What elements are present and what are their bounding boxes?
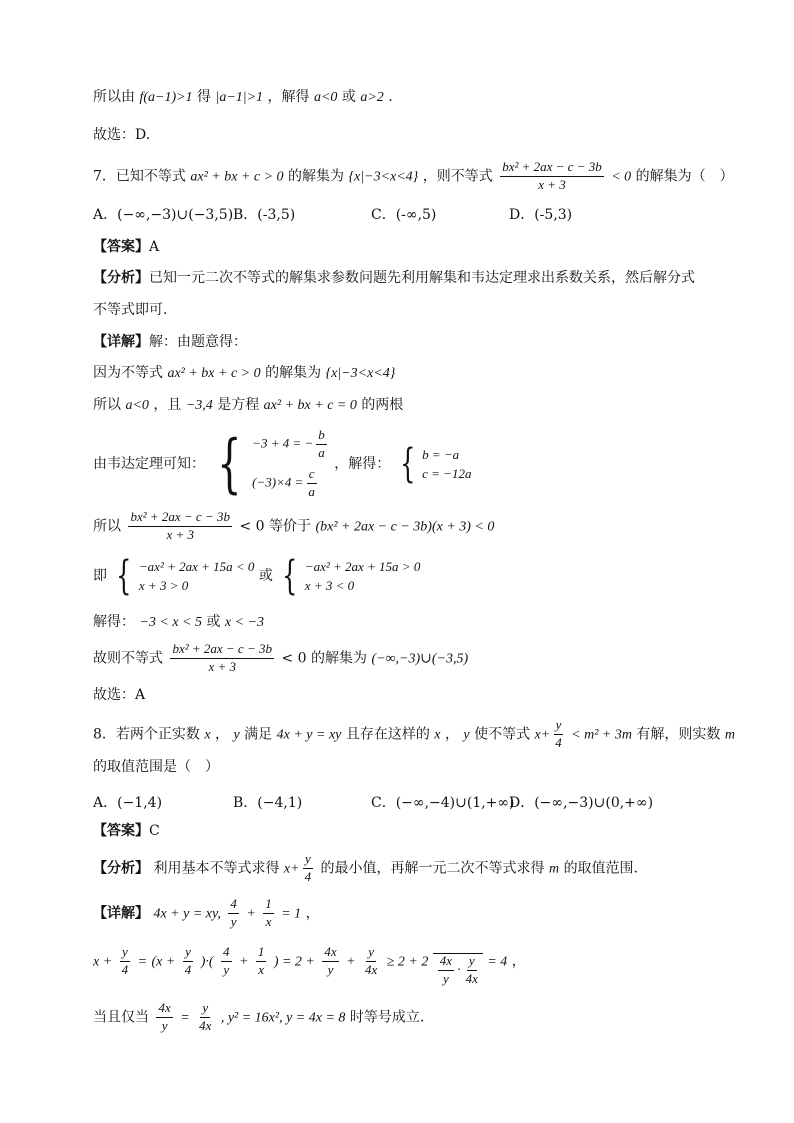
formula: x+ — [534, 727, 551, 743]
numerator: 1 — [256, 945, 267, 962]
formula: = — [180, 1010, 190, 1026]
formula: x < −3 — [224, 615, 265, 630]
fraction — [263, 897, 274, 930]
answer-label: 【答案】 — [93, 239, 149, 255]
formula: c = −12a — [422, 465, 472, 481]
text: 即 — [93, 568, 107, 584]
denominator: x + 3 — [166, 526, 194, 542]
case-system-1 — [111, 553, 255, 599]
formula: + — [246, 906, 256, 922]
fraction — [306, 467, 317, 500]
denominator: 4 — [184, 961, 192, 977]
fraction — [464, 954, 480, 987]
prev-choice-line: 故选：D. — [93, 127, 151, 143]
numerator: bx² + 2ax − c − 3b — [170, 642, 274, 659]
formula: −ax² + 2ax + 15a < 0 — [138, 559, 255, 574]
text: . — [388, 89, 393, 105]
formula: ax² + bx + c = 0 — [263, 398, 357, 413]
text: 是方程 — [217, 397, 260, 413]
brace: { — [116, 553, 132, 599]
answer-8 — [93, 824, 160, 838]
option-c: C．(−∞,−4)∪(1,+∞) — [371, 795, 515, 811]
text: < 0 等价于 — [239, 518, 311, 535]
analysis-label: 【分析】 — [93, 270, 149, 286]
numerator: 4x — [322, 945, 338, 962]
question-8-stem — [93, 718, 735, 751]
analysis-label: 【分析】 — [93, 860, 149, 877]
fraction — [256, 945, 267, 978]
text: 由韦达定理可知： — [93, 455, 205, 472]
fraction — [170, 642, 274, 675]
fraction — [500, 160, 604, 193]
text: ，则不等式 — [422, 168, 493, 185]
formula: )·( — [200, 954, 214, 970]
analysis-7 — [93, 271, 695, 285]
system-rows — [305, 560, 421, 592]
denominator: x — [258, 961, 264, 977]
formula: a<0 — [313, 90, 338, 105]
numerator: y — [200, 1001, 210, 1018]
solution-system — [395, 440, 472, 487]
detail-7-result — [93, 642, 468, 675]
text: 使不等式 — [474, 726, 531, 743]
text: 有解，则实数 — [636, 726, 721, 743]
numerator: 4x — [156, 1001, 172, 1018]
text: 且存在这样的 — [345, 726, 430, 743]
numerator: 4x — [438, 954, 454, 971]
text: < 0 的解集为 — [281, 650, 367, 667]
option-b: B．(-3,5) — [233, 207, 296, 223]
system-rows — [139, 560, 255, 592]
system-row — [252, 428, 330, 461]
denominator: y — [223, 961, 230, 977]
text: ， — [511, 953, 526, 970]
formula: < 0 — [611, 169, 632, 185]
formula: x+ — [283, 861, 300, 877]
formula: · — [457, 962, 461, 978]
denominator: 4x — [364, 961, 378, 977]
formula: b = −a — [422, 446, 460, 462]
text: 所以 — [93, 518, 121, 535]
formula: = 4 — [487, 954, 508, 970]
text: 得 — [197, 89, 212, 105]
formula: ax² + bx + c > 0 — [190, 169, 284, 185]
formula: −3 + 4 = − — [252, 435, 314, 451]
option-a: A．(−1,4) — [93, 795, 163, 811]
numerator: b — [316, 428, 327, 445]
formula: (x + — [151, 954, 176, 970]
formula: −3 < x < 5 — [139, 615, 203, 630]
detail-7-head — [93, 335, 247, 349]
formula: −3,4 — [185, 398, 213, 413]
text: 7．已知不等式 — [93, 168, 186, 185]
text: 利用基本不等式求得 — [153, 860, 280, 877]
analysis-8 — [93, 852, 638, 885]
detail-8-inequality — [93, 945, 526, 987]
numerator: 1 — [263, 897, 274, 914]
fraction — [156, 1001, 172, 1034]
formula: −ax² + 2ax + 15a > 0 — [304, 559, 421, 574]
denominator: 4x — [199, 1017, 212, 1033]
denominator: a — [308, 483, 315, 499]
detail-7-vieta — [93, 428, 471, 500]
fraction — [183, 945, 194, 978]
detail-label: 【详解】 — [93, 334, 149, 350]
text: 的解集为 — [288, 168, 345, 185]
detail-7-cases — [93, 553, 421, 599]
text: 所以 — [93, 397, 121, 413]
numerator: y — [554, 718, 564, 735]
numerator: y — [366, 945, 376, 962]
denominator: a — [318, 444, 325, 460]
text: 解：由题意得： — [149, 334, 247, 350]
denominator: x + 3 — [208, 658, 236, 674]
formula: a<0 — [125, 398, 149, 413]
fraction — [553, 718, 564, 751]
formula: {x|−3<x<4} — [325, 366, 396, 381]
numerator: bx² + 2ax − c − 3b — [500, 160, 604, 177]
detail-7-solve — [93, 615, 264, 630]
formula: |a−1|>1 — [215, 90, 264, 105]
text: 或 — [258, 568, 273, 584]
text: ，解得： — [334, 455, 391, 472]
numerator: y — [183, 945, 193, 962]
fraction — [120, 945, 131, 978]
answer-value: A — [149, 239, 160, 255]
detail-8-equality — [93, 1001, 424, 1034]
text: 的解集为 — [265, 365, 322, 381]
option-b: B．(−4,1) — [233, 795, 303, 811]
detail-label: 【详解】 — [93, 905, 149, 922]
denominator: y — [230, 913, 237, 929]
option-a: A．(−∞,−3)∪(−3,5) — [93, 207, 234, 223]
square-root — [433, 953, 483, 987]
detail-7-choice: 故选：A — [93, 687, 146, 703]
formula: a>2 — [360, 90, 384, 105]
text: 的最小值，再解一元二次不等式求得 — [320, 860, 545, 877]
formula: y — [233, 727, 240, 743]
text: 当且仅当 — [93, 1009, 149, 1026]
fraction — [322, 945, 338, 978]
denominator: 4 — [121, 961, 129, 977]
fraction — [316, 428, 327, 461]
formula: (−∞,−3)∪(−3,5) — [371, 651, 469, 667]
text: ，解得 — [267, 89, 310, 105]
formula: 4x + y = xy — [276, 727, 342, 743]
answer-label: 【答案】 — [93, 823, 149, 839]
answer-7 — [93, 240, 159, 254]
formula: m — [548, 861, 560, 877]
fraction — [228, 897, 239, 930]
text: 时等号成立. — [349, 1009, 425, 1026]
fraction — [128, 510, 232, 543]
prev-solution-line — [93, 90, 393, 105]
analysis-7-cont: 不等式即可. — [93, 302, 168, 318]
numerator: c — [307, 467, 317, 484]
numerator: 4 — [221, 945, 232, 962]
denominator: x — [265, 913, 272, 929]
detail-7-line-1 — [93, 366, 395, 381]
formula: + — [346, 954, 356, 970]
denominator: y — [161, 1017, 168, 1033]
formula: (bx² + 2ax − c − 3b)(x + 3) < 0 — [315, 519, 495, 535]
system-row — [252, 467, 330, 500]
formula: f(a−1)>1 — [139, 90, 193, 105]
numerator: bx² + 2ax − c − 3b — [128, 510, 232, 527]
text: ， — [215, 726, 230, 743]
text: ，且 — [153, 397, 182, 413]
detail-7-equiv — [93, 510, 494, 543]
system-rows — [252, 428, 330, 500]
question-7-stem — [93, 160, 734, 193]
formula: ≥ 2 + 2 — [386, 954, 429, 970]
text: 或 — [341, 89, 356, 105]
brace: { — [399, 440, 416, 487]
denominator: 4 — [304, 868, 312, 884]
numerator: y — [303, 852, 313, 869]
case-system-2 — [277, 553, 421, 599]
text: 满足 — [244, 726, 273, 743]
formula: 4x + y = xy, — [153, 906, 221, 922]
text: 故则不等式 — [93, 650, 163, 667]
text: 因为不等式 — [93, 365, 163, 381]
denominator: y — [443, 971, 449, 987]
denominator: y — [327, 961, 334, 977]
brace: { — [282, 553, 298, 599]
denominator: 4 — [555, 734, 562, 750]
question-8-stem-cont: 的取值范围是（ ） — [93, 759, 219, 775]
numerator: y — [120, 945, 130, 962]
option-d: D．(-5,3) — [509, 207, 573, 223]
option-d: D．(−∞,−3)∪(0,+∞) — [509, 795, 654, 811]
formula: x + — [93, 954, 113, 970]
formula: m — [724, 727, 735, 743]
formula: = — [137, 954, 148, 970]
denominator: 4x — [465, 971, 478, 987]
answer-value: C — [149, 823, 160, 839]
fraction — [221, 945, 232, 978]
text: ， — [444, 726, 459, 743]
formula: x + 3 < 0 — [304, 578, 355, 593]
text: 解得： — [93, 614, 135, 630]
text: 或 — [206, 614, 221, 630]
numerator: y — [467, 954, 477, 971]
formula: x — [434, 727, 441, 743]
formula: ) = 2 + — [273, 954, 315, 970]
formula: + — [238, 954, 249, 970]
fraction — [363, 945, 379, 978]
detail-7-line-2 — [93, 398, 403, 413]
text: 8．若两个正实数 — [93, 726, 200, 743]
fraction — [438, 954, 454, 987]
text: 的两根 — [361, 397, 404, 413]
formula: (−3)×4 = — [252, 474, 304, 490]
formula: < m² + 3m — [571, 727, 632, 743]
formula: y — [463, 727, 470, 743]
formula: = 1 — [281, 906, 302, 922]
numerator: 4 — [228, 897, 239, 914]
text: ， — [305, 905, 320, 922]
formula: ax² + bx + c > 0 — [167, 366, 261, 381]
text: 所以由 — [93, 89, 135, 105]
fraction — [303, 852, 314, 885]
text: 的取值范围. — [563, 860, 639, 877]
formula: x — [204, 727, 211, 743]
text: 的解集为（ ） — [635, 168, 734, 185]
equation-system — [209, 428, 329, 500]
formula: {x|−3<x<4} — [348, 169, 419, 185]
option-c: C．(-∞,5) — [371, 207, 437, 223]
detail-8-head — [93, 897, 320, 930]
denominator: x + 3 — [538, 176, 566, 192]
fraction — [197, 1001, 213, 1034]
system-rows — [422, 448, 471, 480]
analysis-text: 已知一元二次不等式的解集求参数问题先利用解集和韦达定理求出系数关系，然后解分式 — [149, 270, 695, 286]
brace: { — [217, 426, 243, 501]
formula: , y² = 16x², y = 4x = 8 — [220, 1010, 346, 1026]
formula: x + 3 > 0 — [138, 578, 189, 593]
